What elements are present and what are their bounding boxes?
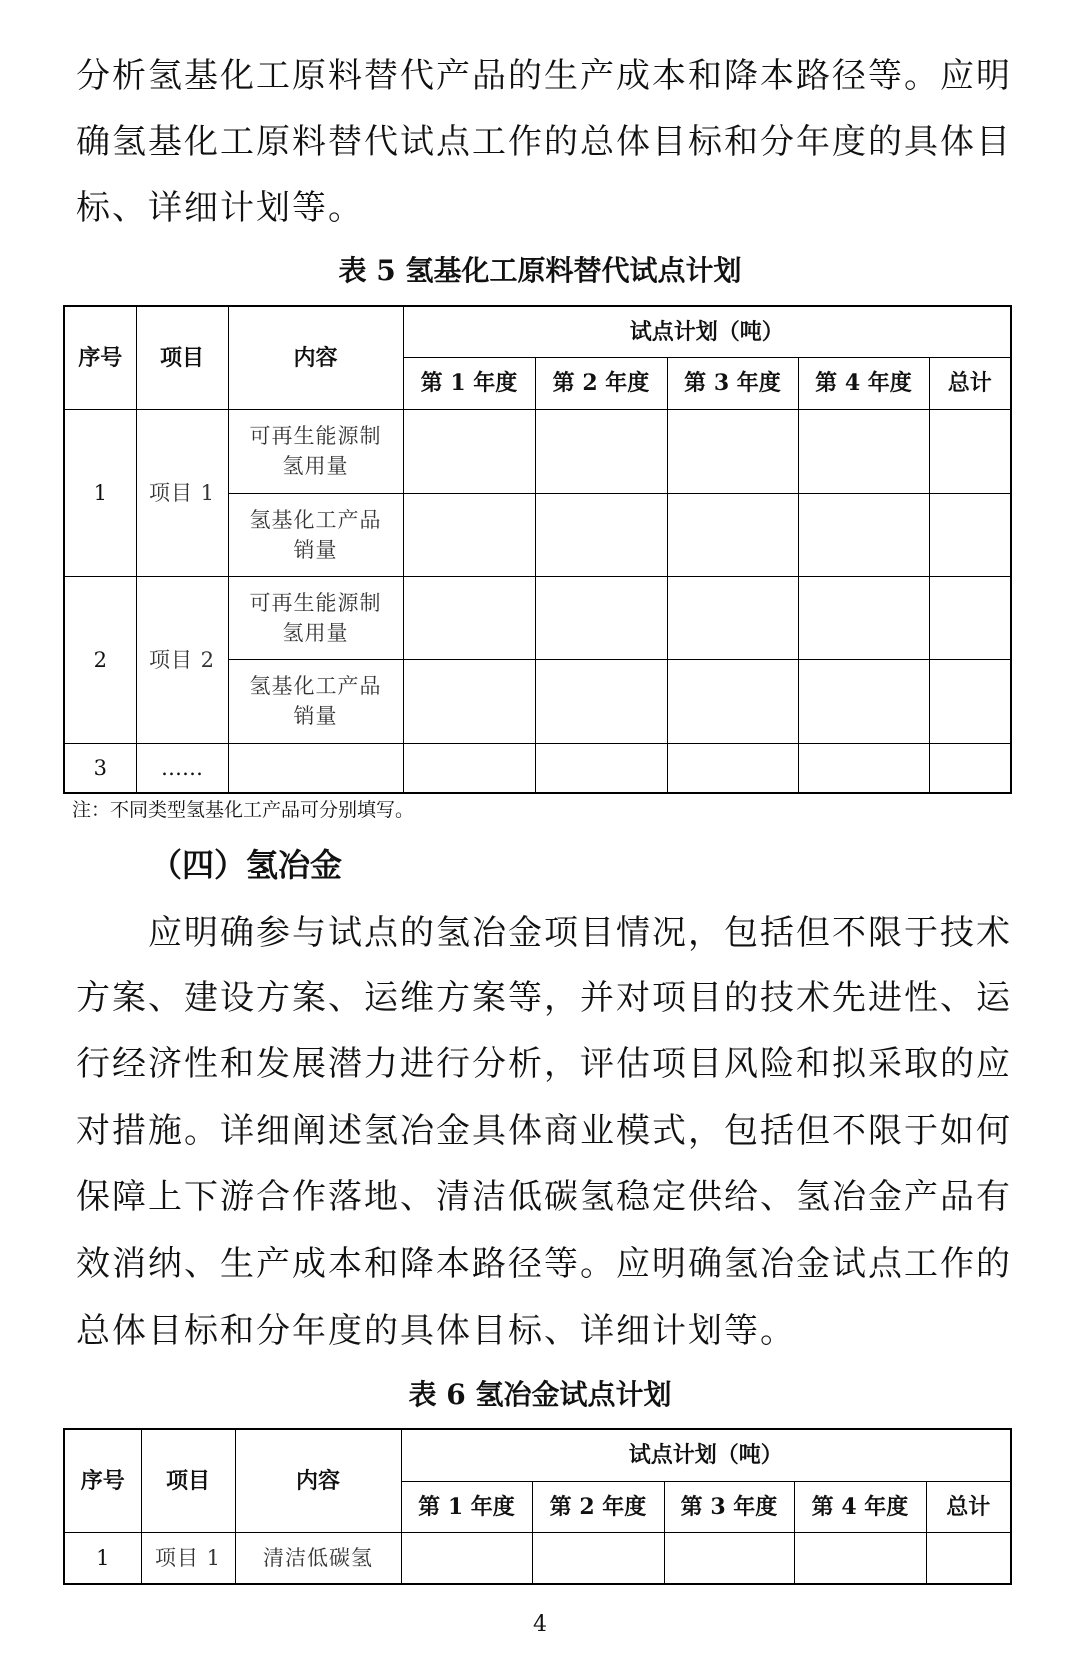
header-year-4: 第 4 年度	[794, 1481, 926, 1532]
table-6	[63, 1428, 1012, 1585]
text-line: 行经济性和发展潜力进行分析，评估项目风险和拟采取的应	[76, 1044, 1012, 1084]
cell-item: 项目 1	[136, 409, 228, 576]
table-row	[64, 409, 1011, 493]
table-row	[64, 743, 1011, 793]
text-line: 分析氢基化工原料替代产品的生产成本和降本路径等。应明	[76, 56, 1012, 96]
cell-seq: 1	[64, 409, 136, 576]
header-year-3: 第 3 年度	[667, 357, 798, 409]
text-line: 效消纳、生产成本和降本路径等。应明确氢冶金试点工作的	[76, 1244, 1012, 1284]
header-year-4: 第 4 年度	[798, 357, 929, 409]
text-line: 方案、建设方案、运维方案等，并对项目的技术先进性、运	[76, 978, 1012, 1018]
table-6-caption: 表 6 氢冶金试点计划	[408, 1378, 672, 1411]
header-year-1: 第 1 年度	[403, 357, 535, 409]
cell-content: 可再生能源制氢用量	[228, 576, 403, 659]
header-plan: 试点计划（吨）	[403, 306, 1011, 357]
cell-content: 清洁低碳氢	[235, 1532, 401, 1584]
cell-item: 项目 2	[136, 576, 228, 743]
table-5	[63, 305, 1012, 794]
text-line: 对措施。详细阐述氢冶金具体商业模式，包括但不限于如何	[76, 1111, 1012, 1151]
text-line: 确氢基化工原料替代试点工作的总体目标和分年度的具体目	[76, 122, 1012, 162]
cell-content	[228, 743, 403, 793]
table-row	[64, 576, 1011, 659]
header-year-2: 第 2 年度	[532, 1481, 664, 1532]
cell-seq: 2	[64, 576, 136, 743]
cell-content: 氢基化工产品销量	[228, 493, 403, 576]
page-number: 4	[533, 1612, 547, 1637]
cell-item: 项目 1	[141, 1532, 235, 1584]
cell-content: 可再生能源制氢用量	[228, 409, 403, 493]
text-line: 应明确参与试点的氢冶金项目情况，包括但不限于技术	[76, 913, 1012, 953]
header-total: 总计	[929, 357, 1011, 409]
cell-seq: 1	[64, 1532, 141, 1584]
header-year-2: 第 2 年度	[535, 357, 667, 409]
table-row	[64, 1532, 1011, 1584]
cell-content: 氢基化工产品销量	[228, 659, 403, 743]
header-content: 内容	[228, 306, 403, 409]
table-5-caption: 表 5 氢基化工原料替代试点计划	[338, 254, 742, 287]
cell-item: ……	[136, 743, 228, 793]
header-year-3: 第 3 年度	[664, 1481, 794, 1532]
header-plan: 试点计划（吨）	[401, 1429, 1011, 1481]
text-line: 总体目标和分年度的具体目标、详细计划等。	[76, 1311, 796, 1351]
cell-seq: 3	[64, 743, 136, 793]
table-5-note: 注：不同类型氢基化工产品可分别填写。	[72, 799, 415, 821]
header-item: 项目	[141, 1429, 235, 1532]
header-seq: 序号	[64, 1429, 141, 1532]
header-seq: 序号	[64, 306, 136, 409]
section-heading: （四）氢冶金	[150, 846, 343, 884]
text-line: 标、详细计划等。	[76, 188, 364, 228]
header-year-1: 第 1 年度	[401, 1481, 532, 1532]
header-content: 内容	[235, 1429, 401, 1532]
header-item: 项目	[136, 306, 228, 409]
header-total: 总计	[926, 1481, 1011, 1532]
text-line: 保障上下游合作落地、清洁低碳氢稳定供给、氢冶金产品有	[76, 1177, 1012, 1217]
